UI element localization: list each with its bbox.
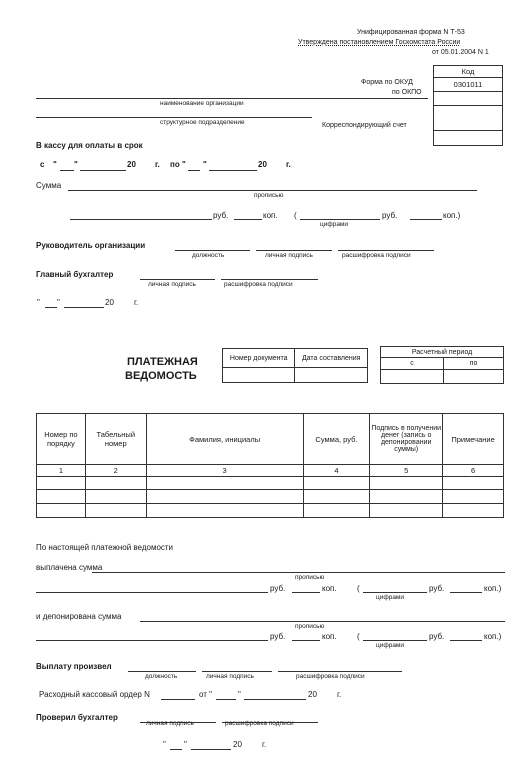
kop-label-2: коп.) xyxy=(443,211,461,220)
doc-title-2: ВЕДОМОСТЬ xyxy=(125,370,197,382)
table-cell[interactable] xyxy=(443,490,504,504)
table-cell[interactable] xyxy=(303,477,370,490)
okud-label: Форма по ОКУД xyxy=(361,79,413,86)
year-suffix: г. xyxy=(286,160,291,169)
col-header-sum: Сумма, руб. xyxy=(303,414,370,465)
paid-words-line[interactable] xyxy=(92,572,505,573)
col-header-note: Примечание xyxy=(443,414,504,465)
paren-open: ( xyxy=(357,632,360,641)
period-to-header: по xyxy=(444,358,504,370)
sum-words-line-2[interactable] xyxy=(70,219,212,220)
okpo-value[interactable] xyxy=(434,92,503,106)
deposited-label: и депонирована сумма xyxy=(36,612,122,621)
quote: " xyxy=(238,690,241,699)
year-prefix: 20 xyxy=(308,690,317,699)
table-cell[interactable] xyxy=(37,504,86,518)
doc-info-table xyxy=(222,348,368,383)
ciframi-caption-2: цифрами xyxy=(376,642,405,649)
korr-value-2[interactable] xyxy=(434,131,503,146)
paren-open: ( xyxy=(294,211,297,220)
cash-title: В кассу для оплаты в срок xyxy=(36,141,143,150)
period-table xyxy=(380,346,504,384)
table-cell[interactable] xyxy=(85,477,146,490)
month-field-2[interactable] xyxy=(209,170,257,171)
acc-day[interactable] xyxy=(45,307,57,308)
ciframi-caption: цифрами xyxy=(320,221,349,228)
table-cell[interactable] xyxy=(85,490,146,504)
table-cell[interactable] xyxy=(443,504,504,518)
doc-title-1: ПЛАТЕЖНАЯ xyxy=(127,356,198,368)
okud-value[interactable]: 0301011 xyxy=(434,78,503,92)
table-cell[interactable] xyxy=(85,504,146,518)
to-po: по " xyxy=(170,160,186,169)
order-label: Расходный кассовый ордер N xyxy=(39,690,150,699)
col-header-signature: Подпись в получении денег (запись о депонировании суммы) xyxy=(370,414,443,465)
order-number-field[interactable] xyxy=(161,699,195,700)
checked-label: Проверил бухгалтер xyxy=(36,713,118,722)
rub-label: руб. xyxy=(270,584,286,593)
chief-accountant-label: Главный бухгалтер xyxy=(36,270,114,279)
table-cell[interactable] xyxy=(303,504,370,518)
day-field-2[interactable] xyxy=(188,170,200,171)
head-signature-line[interactable] xyxy=(256,250,332,251)
decode-caption: расшифровка подписи xyxy=(296,673,365,680)
checked-month[interactable] xyxy=(191,749,231,750)
ciframi-caption-1: цифрами xyxy=(376,594,405,601)
period-from-cell[interactable] xyxy=(381,370,444,384)
paid-by-label: Выплату произвел xyxy=(36,662,112,671)
paid-words-line-2[interactable] xyxy=(36,592,268,593)
order-day[interactable] xyxy=(216,699,236,700)
quote: " xyxy=(53,160,57,169)
paid-kop-digits[interactable] xyxy=(450,592,482,593)
kop-label-2: коп.) xyxy=(484,632,502,641)
table-row xyxy=(37,477,504,490)
col-header-name: Фамилия, инициалы xyxy=(146,414,303,465)
year-suffix: г. xyxy=(134,298,139,307)
table-row xyxy=(37,504,504,518)
day-field[interactable] xyxy=(60,170,74,171)
col-number: 2 xyxy=(85,465,146,477)
propisyu-caption-2: прописью xyxy=(295,623,325,630)
rub-label: руб. xyxy=(270,632,286,641)
signature-caption: личная подпись xyxy=(265,252,313,259)
table-cell[interactable] xyxy=(146,490,303,504)
deposited-words-line[interactable] xyxy=(140,621,505,622)
paid-digits-field[interactable] xyxy=(363,592,427,593)
kop-label: коп. xyxy=(322,584,337,593)
head-position-line[interactable] xyxy=(175,250,250,251)
rub-label: руб. xyxy=(213,211,229,220)
dept-caption: структурное подразделение xyxy=(160,119,245,126)
deposited-digits-field[interactable] xyxy=(363,640,427,641)
order-date-prefix: от " xyxy=(199,690,212,699)
acc-month[interactable] xyxy=(64,307,104,308)
org-caption: наименование организации xyxy=(160,100,244,107)
head-label: Руководитель организации xyxy=(36,241,146,250)
table-cell[interactable] xyxy=(37,490,86,504)
paren-open: ( xyxy=(357,584,360,593)
checked-day[interactable] xyxy=(170,749,182,750)
form-name: Унифицированная форма N Т-53 xyxy=(357,29,465,36)
korr-value[interactable] xyxy=(434,106,503,131)
signature-caption: личная подпись xyxy=(206,673,254,680)
acc-decode-caption: расшифровка подписи xyxy=(224,281,293,288)
paid-kop-field[interactable] xyxy=(292,592,320,593)
year-suffix: г. xyxy=(337,690,342,699)
propisyu-caption-1: прописью xyxy=(295,574,325,581)
approved-text: Утверждена постановлением Госкомстата России xyxy=(298,39,461,46)
table-cell[interactable] xyxy=(370,490,443,504)
table-cell[interactable] xyxy=(303,490,370,504)
table-cell[interactable] xyxy=(146,504,303,518)
period-to-cell[interactable] xyxy=(444,370,504,384)
year-prefix: 20 xyxy=(127,160,136,169)
kop-field[interactable] xyxy=(234,219,262,220)
doc-date-header: Дата составления xyxy=(295,349,368,368)
col-number: 3 xyxy=(146,465,303,477)
year-suffix: г. xyxy=(262,740,267,749)
sum-label: Сумма xyxy=(36,181,62,190)
org-name-line[interactable] xyxy=(36,98,428,99)
deposited-words-line-2[interactable] xyxy=(36,640,268,641)
approved-date: от 05.01.2004 N 1 xyxy=(432,49,489,56)
col-number: 6 xyxy=(443,465,504,477)
table-row xyxy=(37,490,504,504)
decode-caption: расшифровка подписи xyxy=(342,252,411,259)
table-cell[interactable] xyxy=(370,504,443,518)
propisyu-caption: прописью xyxy=(254,192,284,199)
kop-label: коп. xyxy=(322,632,337,641)
from-s: с xyxy=(40,160,45,169)
paid-by-signature-line[interactable] xyxy=(202,671,272,672)
quote: " xyxy=(163,740,166,749)
rub-label-2: руб. xyxy=(429,584,445,593)
doc-date-cell[interactable] xyxy=(295,368,368,383)
quote: " xyxy=(184,740,187,749)
rub-label-2: руб. xyxy=(382,211,398,220)
paid-by-position-line[interactable] xyxy=(128,671,196,672)
paid-label: выплачена сумма xyxy=(36,563,103,572)
col-number: 4 xyxy=(303,465,370,477)
acc-signature-caption: личная подпись xyxy=(148,281,196,288)
col-number: 1 xyxy=(37,465,86,477)
year-suffix: г. xyxy=(155,160,160,169)
deposited-kop-digits[interactable] xyxy=(450,640,482,641)
col-header-tab: Табельный номер xyxy=(85,414,146,465)
col-header-number: Номер по порядку xyxy=(37,414,86,465)
deposited-kop-field[interactable] xyxy=(292,640,320,641)
year-prefix: 20 xyxy=(105,298,114,307)
quote: " xyxy=(74,160,78,169)
order-month[interactable] xyxy=(244,699,306,700)
kop-label: коп. xyxy=(263,211,278,220)
col-number: 5 xyxy=(370,465,443,477)
table-cell[interactable] xyxy=(443,477,504,490)
paid-by-decode-line[interactable] xyxy=(278,671,402,672)
month-field[interactable] xyxy=(80,170,126,171)
okpo-label: по ОКПО xyxy=(392,89,422,96)
signature-caption-2: личная подпись xyxy=(146,720,194,727)
quote: " xyxy=(203,160,207,169)
table-cell[interactable] xyxy=(146,477,303,490)
dept-line[interactable] xyxy=(36,117,312,118)
doc-number-cell[interactable] xyxy=(223,368,295,383)
rub-label-2: руб. xyxy=(429,632,445,641)
doc-number-header: Номер документа xyxy=(223,349,295,368)
position-caption: должность xyxy=(192,252,225,259)
head-decode-line[interactable] xyxy=(338,250,434,251)
payroll-table xyxy=(36,413,504,518)
sum-words-line[interactable] xyxy=(68,190,477,191)
quote: " xyxy=(37,298,40,307)
position-caption: должность xyxy=(145,673,178,680)
kod-header: Код xyxy=(434,66,503,78)
table-cell[interactable] xyxy=(37,477,86,490)
quote: " xyxy=(57,298,60,307)
footer-intro: По настоящей платежной ведомости xyxy=(36,543,174,552)
codes-table xyxy=(433,65,503,146)
kop-label-2: коп.) xyxy=(484,584,502,593)
year-prefix: 20 xyxy=(233,740,242,749)
acc-signature-line[interactable] xyxy=(140,279,215,280)
decode-caption-2: расшифровка подписи xyxy=(225,720,294,727)
acc-decode-line[interactable] xyxy=(221,279,318,280)
sum-digits-field[interactable] xyxy=(300,219,380,220)
kop-digits-field[interactable] xyxy=(410,219,442,220)
table-cell[interactable] xyxy=(370,477,443,490)
year-prefix: 20 xyxy=(258,160,267,169)
period-from-header: с xyxy=(381,358,444,370)
korr-label: Корреспондирующий счет xyxy=(322,122,407,129)
period-header: Расчетный период xyxy=(381,347,504,358)
